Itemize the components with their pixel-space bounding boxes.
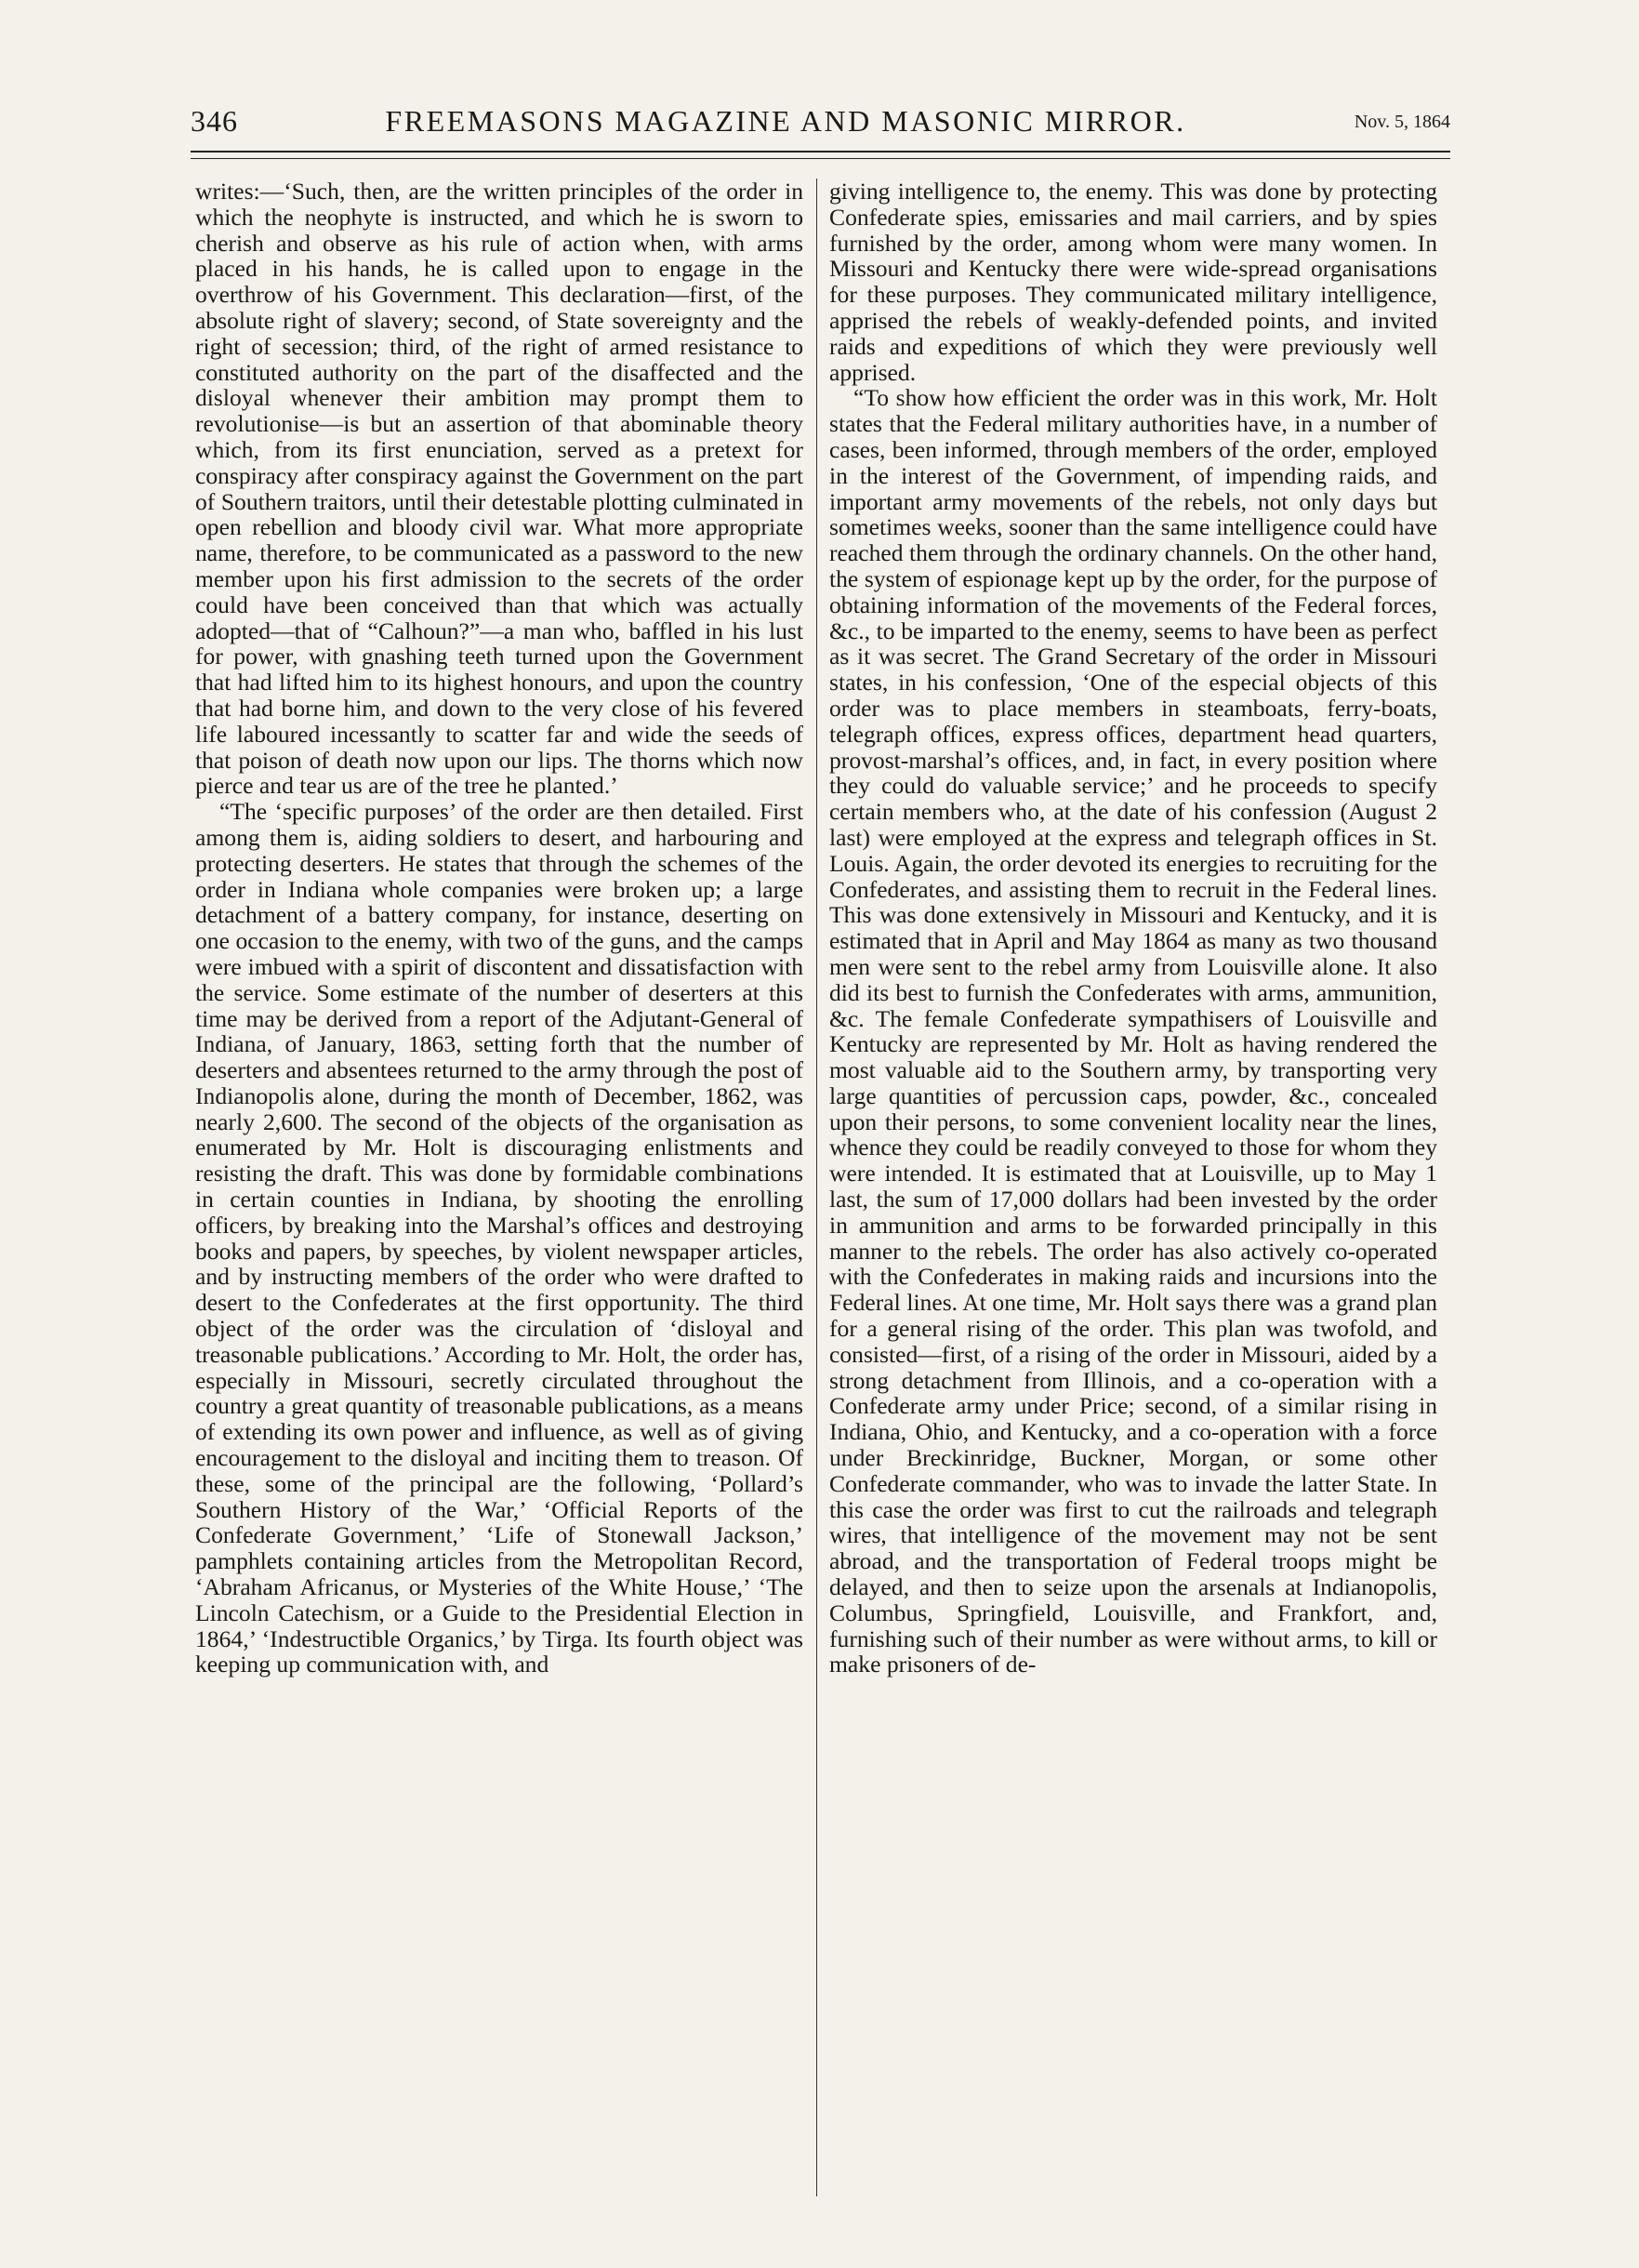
header-rule-thin [191,158,1450,159]
paragraph: writes:—‘Such, then, are the written principles of the order in which the neophyte is instructed, and which he is sworn to cherish and observe as his rule of action when, with arms placed in his hands, he is called upon to engage in the overthrow of his Government. This declaration—first, of the absolute right of slavery; second, of State sovereignty and the right of secession; third, of the right of armed resistance to constituted authority on the part of the disaffected and the disloyal whenever their ambition may prompt them to revolutionise—is but an assertion of that abominable theory which, from its first enunciation, served as a pretext for conspiracy after conspiracy against the Government on the part of Southern traitors, until their detestable plotting culminated in open rebellion and bloody civil war. What more appropriate name, therefore, to be communicated as a password to the new member upon his first admission to the secrets of the order could have been conceived than that which was actually adopted—that of “Calhoun?”—a man who, baffled in his lust for power, with gnashing teeth turned upon the Government that had lifted him to its highest honours, and upon the country that had borne him, and down to the very close of his fevered life laboured incessantly to scatter far and wide the seeds of that poison of death now upon our lips. The thorns which now pierce and tear us are of the tree he planted.’ [195,179,803,800]
paragraph: giving intelligence to, the enemy. This was done by protecting Confederate spies, emissaries and mail carriers, and by spies furnished by the order, among whom were many women. In Missouri and Kentucky there were wide-spread organisations for these purposes. They communicated military intelligence, apprised the rebels of weakly-defended points, and invited raids and expeditions of which they were previously well apprised. [829,179,1437,386]
magazine-title: FREEMASONS MAGAZINE AND MASONIC MIRROR. [385,104,1186,138]
page-number: 346 [191,104,238,138]
paragraph: “The ‘specific purposes’ of the order are then detailed. First among them is, aiding soldiers to desert, and harbouring and protecting deserters. He states that through the schemes of the order in Indiana whole companies were broken up; a large detachment of a battery company, for instance, deserting on one occasion to the enemy, with two of the guns, and the camps were imbued with a spirit of discontent and dissatisfaction with the service. Some estimate of the number of deserters at this time may be derived from a report of the Adjutant-General of Indiana, of January, 1863, setting forth that the number of deserters and absentees returned to the army through the post of Indianopolis alone, during the month of December, 1862, was nearly 2,600. The second of the objects of the organisation as enumerated by Mr. Holt is discouraging enlistments and resisting the draft. This was done by formidable combinations in certain counties in Indiana, by shooting the enrolling officers, by breaking into the Marshal’s offices and destroying books and papers, by speeches, by violent newspaper articles, and by instructing members of the order who were drafted to desert to the Confederates at the first opportunity. The third object of the order was the circulation of ‘disloyal and treasonable publications.’ According to Mr. Holt, the order has, especially in Missouri, secretly circulated throughout the country a great quantity of treasonable publications, as a means of extending its own power and influence, as well as of giving encouragement to the disloyal and inciting them to treason. Of these, some of the principal are the following, ‘Pollard’s Southern History of the War,’ ‘Official Reports of the Confederate Government,’ ‘Life of Stonewall Jackson,’ pamphlets containing articles from the Metropolitan Record, ‘Abraham Africanus, or Mysteries of the White House,’ ‘The Lincoln Catechism, or a Guide to the Presidential Election in 1864,’ ‘Indestructible Organics,’ by Tirga. Its fourth object was keeping up communication with, and [195,798,803,1678]
header-rule-thick [191,151,1450,153]
issue-date: Nov. 5, 1864 [1354,112,1450,132]
right-column [829,179,1437,2206]
left-column [195,179,803,2206]
paragraph: “To show how efficient the order was in this work, Mr. Holt states that the Federal military authorities have, in a number of cases, been informed, through members of the order, employed in the interest of the Government, of impending raids, and important army movements of the rebels, not only days but sometimes weeks, sooner than the same intelligence could have reached them through the ordinary channels. On the other hand, the system of espionage kept up by the order, for the purpose of obtaining information of the movements of the Federal forces, &c., to be imparted to the enemy, seems to have been as perfect as it was secret. The Grand Secretary of the order in Missouri states, in his confession, ‘One of the especial objects of this order was to place members in steamboats, ferry-boats, telegraph offices, express offices, department head quarters, provost-marshal’s offices, and, in fact, in every position where they could do valuable service;’ and he proceeds to specify certain members who, at the date of his confession (August 2 last) were employed at the express and telegraph offices in St. Louis. Again, the order devoted its energies to recruiting for the Confederates, and assisting them to recruit in the Federal lines. This was done extensively in Missouri and Kentucky, and it is estimated that in April and May 1864 as many as two thousand men were sent to the rebel army from Louisville alone. It also did its best to furnish the Confederates with arms, ammunition, &c. The female Confederate sympathisers of Louisville and Kentucky are represented by Mr. Holt as having rendered the most valuable aid to the Southern army, by transporting very large quantities of percussion caps, powder, &c., concealed upon their persons, to some convenient locality near the lines, whence they could be readily conveyed to those for whom they were intended. It is estimated that at Louisville, up to May 1 last, the sum of 17,000 dollars had been invested by the order in ammunition and arms to be forwarded principally in this manner to the rebels. The order has also actively co-operated with the Confederates in making raids and incursions into the Federal lines. At one time, Mr. Holt says there was a grand plan for a general rising of the order. This plan was twofold, and consisted—first, of a rising of the order in Missouri, aided by a strong detachment from Illinois, and a co-operation with a Confederate army under Price; second, of a similar rising in Indiana, Ohio, and Kentucky, and a co-operation with a force under Breckinridge, Buckner, Morgan, or some other Confederate commander, who was to invade the latter State. In this case the order was first to cut the railroads and telegraph wires, that intelligence of the movement may not be sent abroad, and the transportation of Federal troops might be delayed, and then to seize upon the arsenals at Indianopolis, Columbus, Springfield, Louisville, and Frankfort, and, furnishing such of their number as were without arms, to kill or make prisoners of de- [829,384,1437,1678]
page-header [191,104,1450,138]
column-divider [816,179,817,2196]
